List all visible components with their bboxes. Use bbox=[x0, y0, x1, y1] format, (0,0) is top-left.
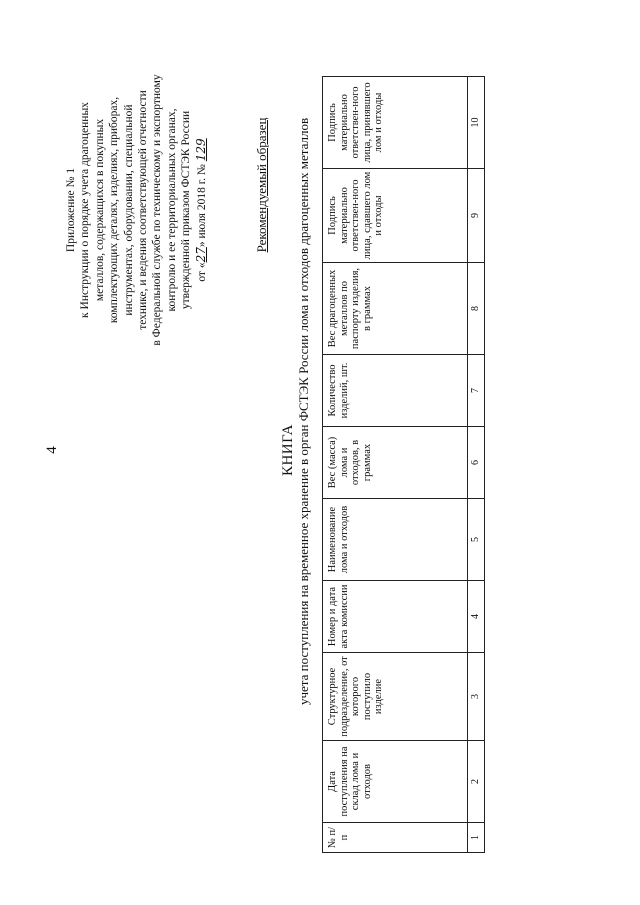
appendix-line: комплектующих деталях, изделиях, приборах, bbox=[108, 96, 121, 324]
column-header: Дата поступления на склад лома и отходов bbox=[323, 741, 468, 823]
appendix-line: утвержденной приказом ФСТЭК России bbox=[180, 110, 193, 310]
column-header: Структурное подразделение, от которого поступило изделие bbox=[323, 653, 468, 741]
column-number: 10 bbox=[468, 77, 485, 169]
date-middle: » июля 2018 г. № bbox=[195, 164, 208, 248]
column-header: Вес драгоценных металлов по паспорту изделия, в граммах bbox=[323, 263, 468, 355]
ledger-table bbox=[322, 76, 485, 853]
appendix-date-line bbox=[194, 0, 209, 420]
appendix-line: технике, и ведения соответствующей отчетности bbox=[137, 90, 150, 330]
column-number: 1 bbox=[468, 823, 485, 853]
column-number: 8 bbox=[468, 263, 485, 355]
column-header: Количество изделий, шт. bbox=[323, 355, 468, 427]
appendix-line: к Инструкции о порядке учета драгоценных bbox=[79, 102, 92, 318]
column-header: Подпись материально ответствен-ного лица, сдавшего лом и отходы bbox=[323, 169, 468, 263]
appendix-line: Приложение № 1 bbox=[65, 167, 77, 253]
column-number: 5 bbox=[468, 499, 485, 581]
order-number-handwritten: 129 bbox=[193, 138, 208, 162]
column-number: 6 bbox=[468, 427, 485, 499]
column-number: 9 bbox=[468, 169, 485, 263]
date-day-handwritten: 27 bbox=[193, 247, 208, 263]
column-number: 7 bbox=[468, 355, 485, 427]
table-header-row bbox=[323, 77, 468, 853]
column-header: № п/п bbox=[323, 823, 468, 853]
page-number: 4 bbox=[44, 446, 60, 454]
column-number: 2 bbox=[468, 741, 485, 823]
appendix-line: в Федеральной службе по техническому и экспортному bbox=[151, 74, 164, 346]
column-number-row bbox=[468, 77, 485, 853]
book-title: КНИГА bbox=[280, 423, 296, 477]
column-header: Наименование лома и отходов bbox=[323, 499, 468, 581]
appendix-reference bbox=[64, 0, 209, 420]
date-prefix: от « bbox=[195, 262, 208, 282]
column-header: Вес (масса) лома и отходов, в граммах bbox=[323, 427, 468, 499]
book-subtitle: учета поступления на временное хранение в орган ФСТЭК России лома и отходов драгоценных металлов bbox=[296, 117, 311, 705]
appendix-line: контролю и ее территориальных органах, bbox=[165, 108, 178, 312]
sample-label: Рекомендуемый образец bbox=[254, 117, 269, 253]
appendix-line: металлов, содержащихся в покупных bbox=[93, 118, 106, 302]
appendix-line: инструментах, оборудовании, специальной bbox=[122, 104, 135, 316]
column-number: 3 bbox=[468, 653, 485, 741]
column-header: Подпись материально ответствен-ного лица, принявшего лом и отходы bbox=[323, 77, 468, 169]
column-header: Номер и дата акта комиссии bbox=[323, 581, 468, 653]
column-number: 4 bbox=[468, 581, 485, 653]
